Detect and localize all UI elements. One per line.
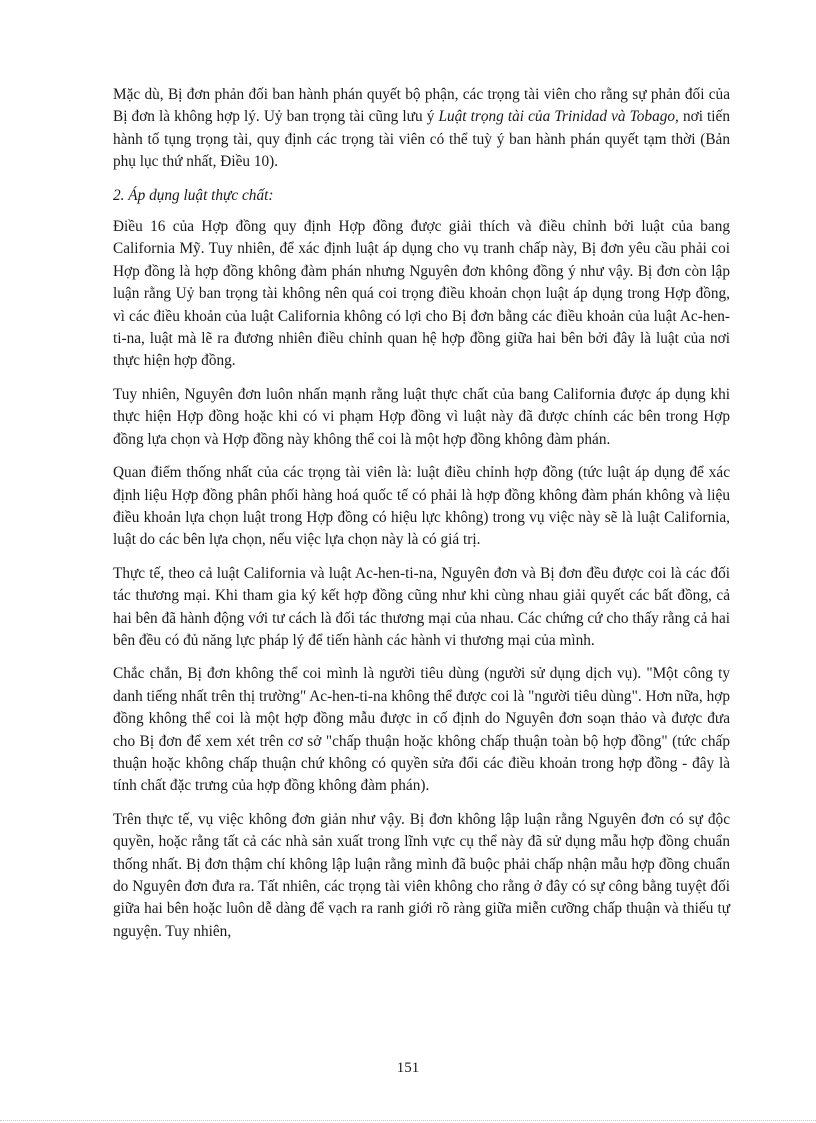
paragraph: Tuy nhiên, Nguyên đơn luôn nhấn mạnh rằng luật thực chất của bang California được áp dụng khi thực hiện Hợp đồng hoặc khi có vi phạm Hợp đồng vì luật này đã được chính các bên trong Hợp đồng lựa chọn và Hợp đồng này không thể coi là một hợp đồng không đàm phán.: [113, 385, 730, 448]
section-heading: 2. Áp dụng luật thực chất:: [113, 186, 274, 204]
page-bottom-rule: [0, 1120, 816, 1121]
paragraph: Chắc chắn, Bị đơn không thể coi mình là người tiêu dùng (người sử dụng dịch vụ). "Một công ty danh tiếng nhất trên thị trường" Ac-hen-ti-na không thể được coi là "người tiêu dùng". Hơn nữa, hợp đồng không thể coi là một hợp đồng mẫu được in cố định do Nguyên đơn soạn thảo và được đưa cho Bị đơn để xem xét trên cơ sở "chấp thuận hoặc không chấp thuận toàn bộ hợp đồng" (tức chấp thuận hoặc không chấp thuận chứ không có quyền sửa đổi các điều khoản trong hợp đồng - đây là tính chất đặc trưng của hợp đồng không đàm phán).: [113, 665, 730, 795]
paragraph: Điều 16 của Hợp đồng quy định Hợp đồng được giải thích và điều chỉnh bởi luật của bang California Mỹ. Tuy nhiên, để xác định luật áp dụng cho vụ tranh chấp này, Bị đơn yêu cầu phải coi Hợp đồng là hợp đồng không đàm phán nhưng Nguyên đơn không đồng ý như vậy. Bị đơn còn lập luận rằng Uỷ ban trọng tài không nên quá coi trọng điều khoản chọn luật áp dụng trong Hợp đồng, vì các điều khoản của luật California không có lợi cho Bị đơn bằng các điều khoản của luật Ac-hen-ti-na, luật mà lẽ ra đương nhiên điều chỉnh quan hệ hợp đồng giữa hai bên bởi đây là luật của nơi thực hiện hợp đồng.: [113, 218, 730, 370]
paragraph-intro-tail: , nơi tiến hành tố tụng trọng tài, quy định các trọng tài viên có thể tuỳ ý ban hành phán quyết tạm thời (Bản phụ lục thứ nhất, Điều 10).: [113, 108, 730, 171]
paragraph-intro-text: Mặc dù, Bị đơn phản đối ban hành phán quyết bộ phận, các trọng tài viên cho rằng sự phản đối của Bị đơn là không hợp lý. Uỷ ban trọng tài cũng lưu ý: [113, 86, 730, 126]
document-body: [113, 84, 730, 954]
paragraph: Thực tế, theo cả luật California và luật Ac-hen-ti-na, Nguyên đơn và Bị đơn đều được coi là các đối tác thương mại. Khi tham gia ký kết hợp đồng cũng như khi cùng nhau giải quyết các bất đồng, cả hai bên đã hành động với tư cách là đối tác thương mại của nhau. Các chứng cứ cho thấy rằng cả hai bên đều có đủ năng lực pháp lý để tiến hành các hành vi thương mại của mình.: [113, 564, 730, 649]
paragraph-intro: [113, 84, 730, 174]
paragraph: Quan điểm thống nhất của các trọng tài viên là: luật điều chỉnh hợp đồng (tức luật áp dụng để xác định liệu Hợp đồng phân phối hàng hoá quốc tế có phải là hợp đồng không đàm phán không và liệu điều khoản lựa chọn luật trong Hợp đồng có hiệu lực không) trong vụ việc này sẽ là luật California, luật do các bên lựa chọn, nếu việc lựa chọn này là có giá trị.: [113, 464, 730, 549]
law-title-italic: Luật trọng tài của Trinidad và Tobago: [438, 108, 676, 126]
paragraph: Trên thực tế, vụ việc không đơn giản như vậy. Bị đơn không lập luận rằng Nguyên đơn có sự độc quyền, hoặc rằng tất cả các nhà sản xuất trong lĩnh vực cụ thể này đã sử dụng mẫu hợp đồng chuẩn thống nhất. Bị đơn thậm chí không lập luận rằng mình đã buộc phải chấp nhận mẫu hợp đồng chuẩn do Nguyên đơn đưa ra. Tất nhiên, các trọng tài viên không cho rằng ở đây có sự công bằng tuyệt đối giữa hai bên hoặc luôn dễ dàng để vạch ra ranh giới rõ ràng giữa miễn cưỡng chấp thuận và thiếu tự nguyện. Tuy nhiên,: [113, 810, 730, 940]
page-number: 151: [396, 1060, 420, 1076]
